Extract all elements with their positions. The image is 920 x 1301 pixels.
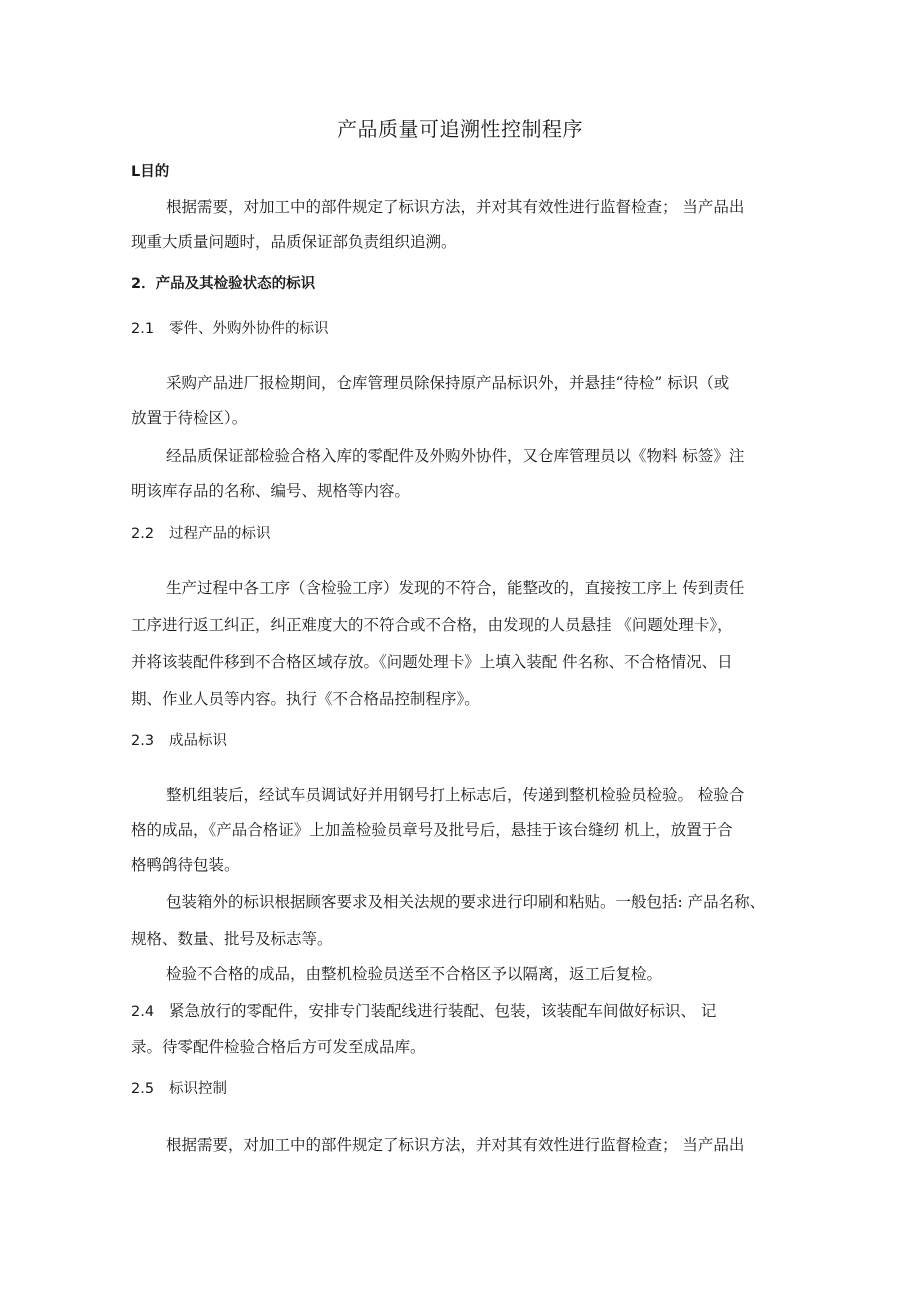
section-2-3-paragraph-line: 格鸭鸽待包装。 <box>131 856 240 874</box>
section-title: 成品标识 <box>169 733 227 749</box>
section-2-3-heading <box>131 729 227 752</box>
section-2-1-paragraph-line: 经品质保证部检验合格入库的零配件及外购外协件，又仓库管理员以《物料 标签》注 <box>166 447 745 465</box>
section-2-3-paragraph-line: 规格、数量、批号及标志等。 <box>131 930 333 948</box>
section-2-4-paragraph-line <box>131 1000 716 1023</box>
section-2-2-paragraph-line: 期、作业人员等内容。执行《不合格品控制程序》。 <box>131 690 480 708</box>
section-1-paragraph-line: 根据需要，对加工中的部件规定了标识方法，并对其有效性进行监督检查； 当产品出 <box>166 198 745 216</box>
document-title: 产品质量可追溯性控制程序 <box>337 117 583 141</box>
section-2-3-paragraph-line: 包装箱外的标识根据顾客要求及相关法规的要求进行印刷和粘贴。一般包括: 产品名称、 <box>166 893 766 911</box>
section-2-1-paragraph-line: 放置于待检区）。 <box>131 409 248 427</box>
section-2-2-paragraph-line: 工序进行返工纠正，纠正难度大的不符合或不合格，由发现的人员悬挂 《问题处理卡》， <box>131 616 733 634</box>
section-2-5-heading <box>131 1077 227 1100</box>
section-title: 零件、外购外协件的标识 <box>169 321 329 337</box>
section-title: 标识控制 <box>169 1081 227 1097</box>
section-1-heading: L目的 <box>131 164 170 180</box>
section-2-3-paragraph-line: 检验不合格的成品，由整机检验员送至不合格区予以隔离，返工后复检。 <box>166 965 663 983</box>
section-2-4-paragraph-line: 录。待零配件检验合格后方可发至成品库。 <box>131 1038 426 1056</box>
section-2-3-paragraph-line: 格的成品，《产品合格证》上加盖检验员章号及批号后，悬挂于该台缝纫 机上，放置于合 <box>131 821 733 839</box>
section-2-1-paragraph-line: 采购产品进厂报检期间，仓库管理员除保持原产品标识外，并悬挂“待检” 标识（或 <box>166 374 730 392</box>
section-2-3-paragraph-line: 整机组装后，经试车员调试好并用钢号打上标志后，传递到整机检验员检验。 检验合 <box>166 786 745 804</box>
section-number: 2.3 <box>131 733 155 749</box>
section-1-paragraph-line: 现重大质量问题时，品质保证部负责组织追溯。 <box>131 233 457 251</box>
section-title: 过程产品的标识 <box>169 526 271 542</box>
section-2-2-paragraph-line: 生产过程中各工序（含检验工序）发现的不符合，能整改的，直接按工序上 传到责任 <box>166 579 745 597</box>
section-2-2-heading <box>131 522 271 545</box>
section-number: 2.4 <box>131 1004 155 1020</box>
section-2-5-paragraph-line: 根据需要，对加工中的部件规定了标识方法，并对其有效性进行监督检查； 当产品出 <box>166 1136 745 1154</box>
section-2-2-paragraph-line: 并将该装配件移到不合格区域存放。《问题处理卡》上填入装配 件名称、不合格情况、日 <box>131 653 733 671</box>
section-text: 紧急放行的零配件，安排专门装配线进行装配、包装，该装配车间做好标识、 记 <box>169 1002 717 1020</box>
section-number: 2.2 <box>131 526 155 542</box>
section-2-1-paragraph-line: 明该库存品的名称、编号、规格等内容。 <box>131 482 411 500</box>
section-number: 2.5 <box>131 1081 155 1097</box>
section-number: 2.1 <box>131 321 155 337</box>
section-2-1-heading <box>131 317 329 340</box>
section-2-heading: 2．产品及其检验状态的标识 <box>131 276 316 292</box>
